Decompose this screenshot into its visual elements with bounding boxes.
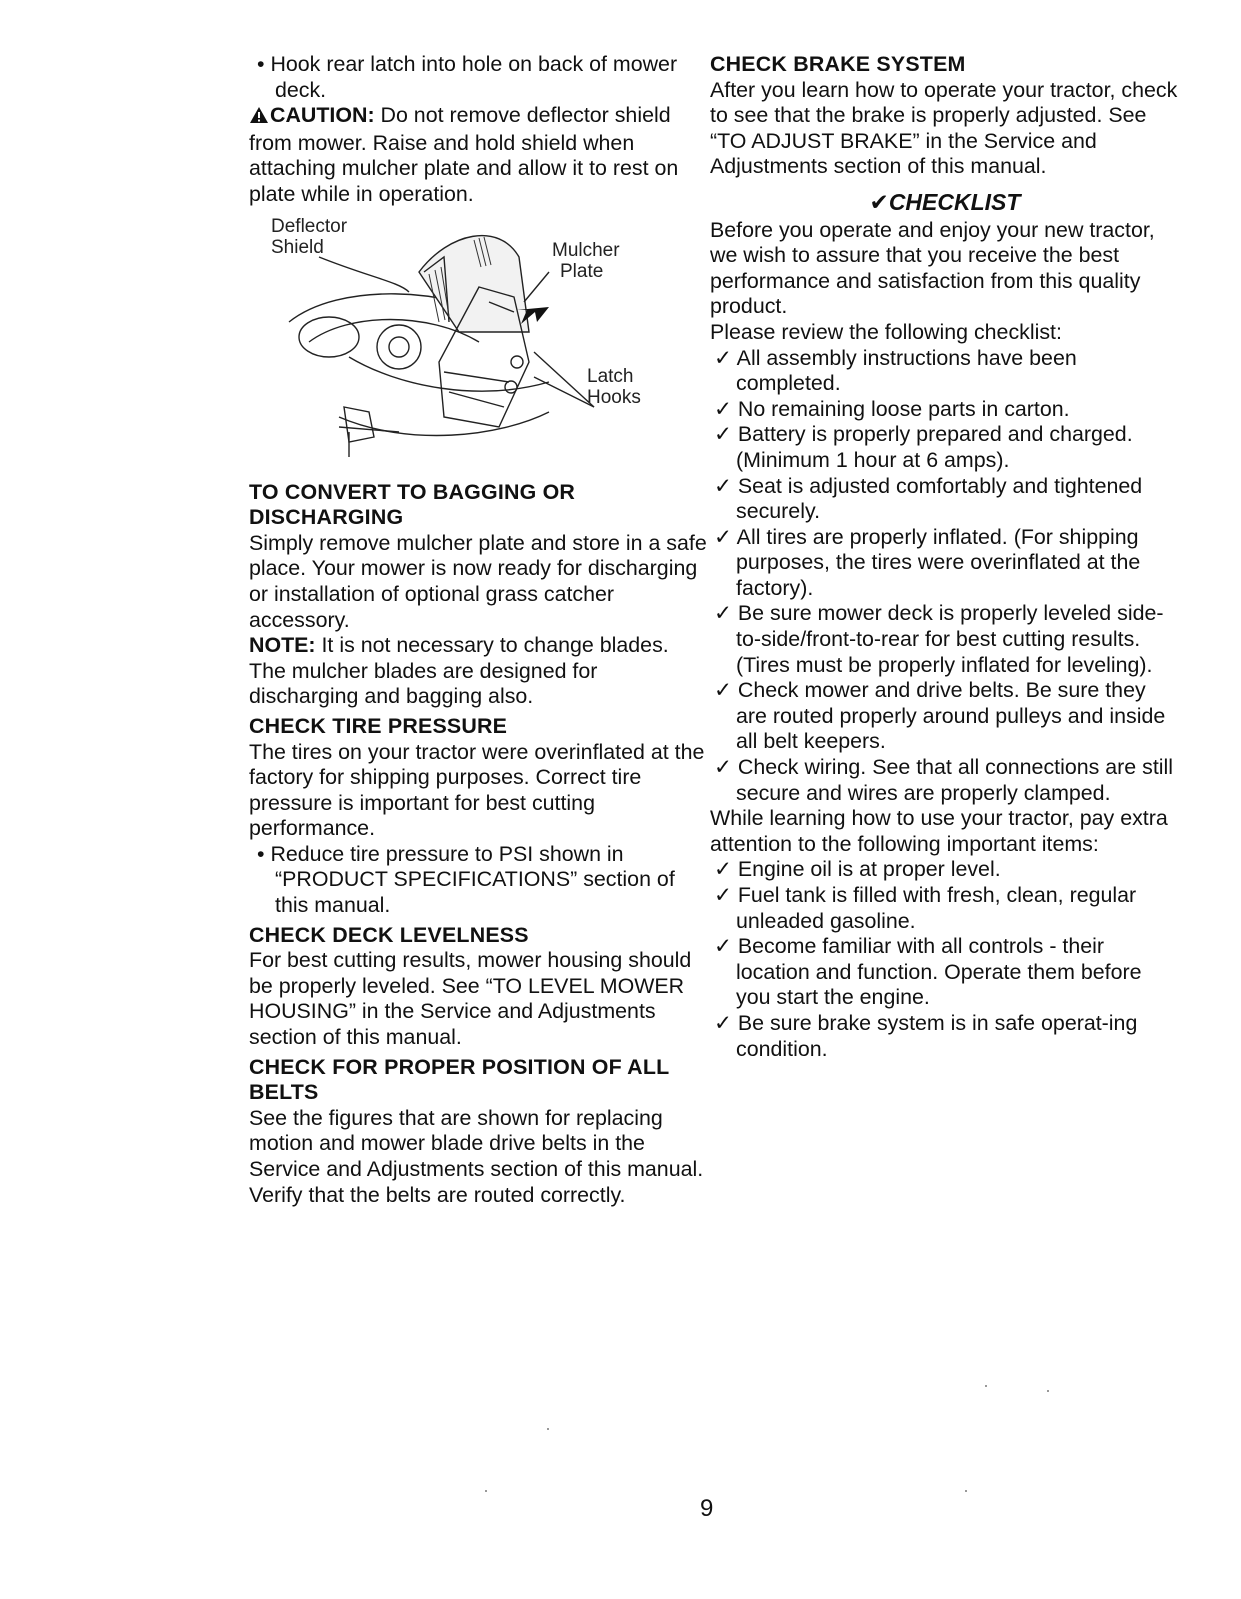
- figure-label-deflector: Deflector: [271, 215, 348, 237]
- tire-bullet-text: Reduce tire pressure to PSI shown in “PRODUCT SPECIFICATIONS” section of this manual.: [270, 841, 675, 918]
- checklist-title: ✔CHECKLIST: [869, 188, 1021, 215]
- checklist-item: ✓ All assembly instructions have been completed.: [714, 345, 1077, 396]
- learning-item: ✓ Be sure brake system is in safe operat-ing condition.: [714, 1010, 1138, 1061]
- tire-heading: CHECK TIRE PRESSURE: [249, 713, 508, 738]
- scan-speck: [985, 1385, 987, 1387]
- right-column: [710, 52, 1180, 1062]
- figure-label-plate: Plate: [560, 260, 604, 282]
- checklist-review: Please review the following checklist:: [710, 319, 1062, 344]
- figure-label-deflector-shield: [271, 216, 347, 258]
- checklist-item: ✓ Be sure mower deck is properly leveled side-to-side/front-to-rear for best cutting results. (Tires must be properly inflated for leveling).: [714, 601, 1164, 677]
- brake-paragraph: After you learn how to operate your tractor, check to see that the brake is properly adjusted. See “TO ADJUST BRAKE” in the Service and Adjustments section of this manual.: [710, 77, 1178, 179]
- figure-label-shield: Shield: [271, 236, 324, 258]
- note-paragraph: [249, 633, 709, 710]
- learning-intro: While learning how to use your tractor, pay extra attention to the following important items:: [710, 806, 1168, 856]
- mulcher-plate-figure: [249, 212, 709, 474]
- scan-speck: [547, 1428, 549, 1430]
- convert-paragraph: Simply remove mulcher plate and store in a safe place. Your mower is now ready for discharging or installation of optional grass catcher accessory.: [249, 530, 707, 632]
- note-label: NOTE:: [249, 633, 316, 658]
- belts-paragraph: See the figures that are shown for replacing motion and mower blade drive belts in the Service and Adjustments section of this manual. Verify that the belts are routed correctly.: [249, 1105, 704, 1207]
- caution-label: CAUTION:: [270, 103, 375, 128]
- tire-paragraph: The tires on your tractor were overinflated at the factory for shipping purposes. Correct tire pressure is important for best cutting performance.: [249, 739, 705, 841]
- bullet-hook-latch: • Hook rear latch into hole on back of mower deck.: [257, 52, 678, 102]
- scan-speck: [1047, 1390, 1049, 1392]
- note-text: It is not necessary to change blades. The mulcher blades are designed for discharging and bagging also.: [249, 633, 669, 709]
- caution-paragraph: [249, 103, 709, 207]
- checklist-intro: Before you operate and enjoy your new tractor, we wish to assure that you receive the best performance and satisfaction from this quality product.: [710, 217, 1155, 319]
- checklist-item: ✓ Check wiring. See that all connections are still secure and wires are properly clamped.: [714, 755, 1174, 805]
- belts-heading: CHECK FOR PROPER POSITION OF ALL BELTS: [249, 1054, 669, 1105]
- scan-speck: [965, 1490, 967, 1492]
- deck-heading: CHECK DECK LEVELNESS: [249, 922, 529, 947]
- figure-label-latch: Latch: [587, 365, 634, 387]
- scan-speck: [485, 1490, 487, 1492]
- tire-bullet: • Reduce tire pressure to PSI shown in “PRODUCT SPECIFICATIONS” section of this manual.: [257, 841, 675, 918]
- brake-heading: CHECK BRAKE SYSTEM: [710, 52, 966, 76]
- bullet-hook-text: Hook rear latch into hole on back of mower deck.: [270, 52, 678, 102]
- figure-label-mulcher: Mulcher: [552, 239, 620, 261]
- left-column: [249, 52, 709, 1208]
- page-number: 9: [700, 1495, 714, 1522]
- learning-item: ✓ Become familiar with all controls - their location and function. Operate them before you start the engine.: [714, 934, 1142, 1010]
- checklist-item: ✓ Check mower and drive belts. Be sure they are routed properly around pulleys and inside all belt keepers.: [714, 678, 1166, 754]
- checklist-item: ✓ All tires are properly inflated. (For shipping purposes, the tires were overinflated at the factory).: [714, 524, 1141, 600]
- figure-label-mulcher-plate: [552, 240, 620, 282]
- deck-paragraph: For best cutting results, mower housing should be properly leveled. See “TO LEVEL MOWER HOUSING” in the Service and Adjustments section of this manual.: [249, 948, 692, 1050]
- checklist-item: ✓ Seat is adjusted comfortably and tightened securely.: [714, 473, 1143, 524]
- figure-label-latch-hooks: [587, 366, 641, 408]
- learning-item: ✓ Engine oil is at proper level.: [714, 857, 1001, 882]
- figure-label-hooks: Hooks: [587, 386, 641, 408]
- learning-items: [710, 857, 1180, 1062]
- learning-item: ✓ Fuel tank is filled with fresh, clean, regular unleaded gasoline.: [714, 883, 1137, 933]
- convert-heading: TO CONVERT TO BAGGING OR DISCHARGING: [249, 479, 576, 530]
- caution-text: Do not remove deflector shield from mower. Raise and hold shield when attaching mulcher plate and allow it to rest on plate while in operation.: [249, 103, 679, 206]
- checklist-item: ✓ Battery is properly prepared and charged.(Minimum 1 hour at 6 amps).: [714, 422, 1133, 472]
- checklist-item: ✓ No remaining loose parts in carton.: [714, 396, 1070, 421]
- warning-triangle-icon: [249, 105, 269, 131]
- checklist-items: [710, 346, 1180, 807]
